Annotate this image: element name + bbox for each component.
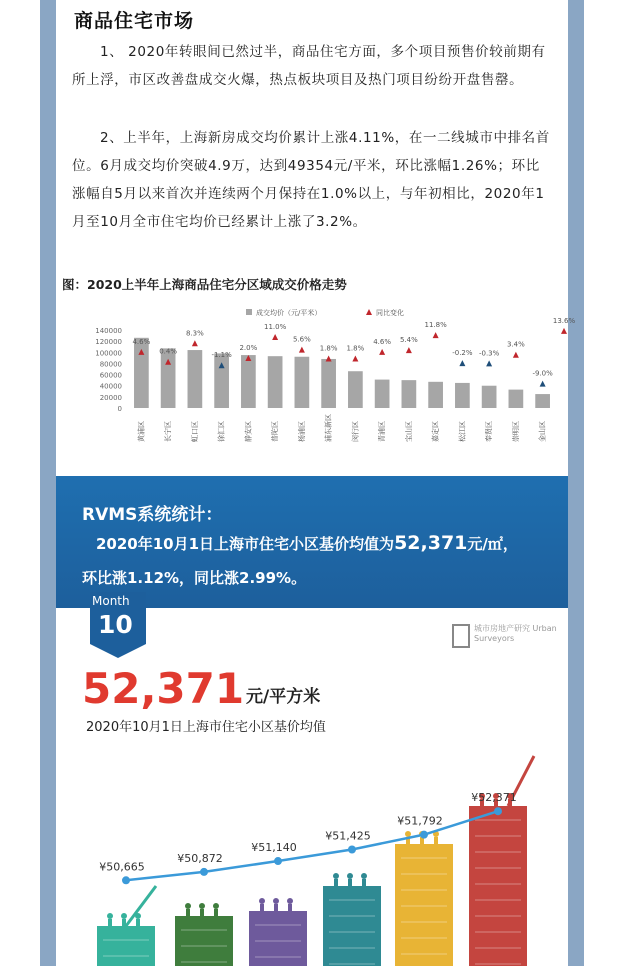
worker-icon bbox=[362, 879, 366, 886]
change-marker bbox=[326, 355, 332, 361]
change-marker bbox=[433, 332, 439, 338]
bar-长宁区 bbox=[161, 348, 176, 408]
change-marker bbox=[406, 347, 412, 353]
category-label: 普陀区 bbox=[271, 421, 280, 442]
worker-icon bbox=[185, 903, 191, 909]
change-label: 4.6% bbox=[373, 337, 392, 346]
worker-icon bbox=[334, 879, 338, 886]
change-label: -1.1% bbox=[211, 351, 232, 360]
building-2 bbox=[175, 916, 233, 966]
left-border-strip bbox=[40, 0, 56, 966]
worker-icon bbox=[121, 913, 127, 919]
change-label: 13.6% bbox=[552, 316, 576, 325]
bar-崇明区 bbox=[509, 390, 524, 408]
month-badge-tip bbox=[90, 644, 146, 658]
change-marker bbox=[540, 381, 546, 387]
worker-icon bbox=[287, 898, 293, 904]
category-label: 虹口区 bbox=[190, 421, 199, 442]
rvms-line1-value: 52,371 bbox=[394, 532, 468, 554]
worker-icon bbox=[274, 904, 278, 911]
y-tick-label: 80000 bbox=[99, 360, 122, 369]
category-label: 闵行区 bbox=[351, 421, 360, 442]
article-content bbox=[56, 0, 576, 966]
logo-text: 城市房地产研究 Urban Surveyors bbox=[474, 624, 557, 643]
y-tick-label: 60000 bbox=[99, 371, 122, 380]
legend-label-change: 同比变化 bbox=[376, 309, 404, 317]
change-marker bbox=[379, 349, 385, 355]
building-1 bbox=[97, 926, 155, 966]
change-label: 11.8% bbox=[424, 321, 447, 330]
bar-黄浦区 bbox=[134, 338, 149, 408]
growth-value-label: ¥50,872 bbox=[177, 851, 223, 865]
growth-value-label: ¥51,425 bbox=[325, 829, 371, 843]
category-label: 青浦区 bbox=[378, 421, 387, 442]
bar-宝山区 bbox=[402, 380, 417, 408]
change-marker bbox=[192, 340, 198, 346]
change-label: 11.0% bbox=[264, 323, 287, 331]
y-tick-label: 40000 bbox=[99, 382, 122, 391]
category-label: 崇明区 bbox=[511, 421, 520, 442]
y-tick-label: 0 bbox=[117, 405, 122, 413]
change-marker bbox=[299, 347, 305, 353]
worker-icon bbox=[214, 909, 218, 916]
category-label: 嘉定区 bbox=[431, 421, 440, 442]
bar-普陀区 bbox=[268, 356, 283, 408]
rvms-line1-prefix: 2020年10月1日上海市住宅小区基价均值为 bbox=[96, 535, 395, 553]
growth-value-label: ¥51,792 bbox=[397, 814, 443, 828]
bar-浦东新区 bbox=[321, 359, 336, 408]
growth-value-label: ¥51,140 bbox=[251, 841, 297, 855]
worker-icon bbox=[348, 879, 352, 886]
big-price: 52,371 bbox=[82, 664, 245, 713]
paragraph-2: 2、上半年，上海新房成交均价累计上涨4.11%，在一二线城市中排名首位。6月成交均价突破4.9万，达到49354元/平米，环比涨幅1.26%；环比涨幅自5月以来首次并连续两个月保持在1.0%以上，与年初相比，2020年1月至10月全市住宅均价已经累计上涨了3.2%。 bbox=[72, 130, 550, 230]
category-label: 奉贤区 bbox=[485, 421, 494, 442]
category-label: 浦东新区 bbox=[324, 414, 333, 442]
growth-point bbox=[200, 868, 208, 876]
change-label: 3.4% bbox=[506, 340, 525, 349]
rvms-line1-suffix: 元/㎡， bbox=[467, 535, 518, 553]
paragraph-1: 1、 2020年转眼间已然过半，商品住宅方面，多个项目预售价较前期有所上浮，市区改善盘成交火爆，热点板块项目及热门项目纷纷开盘售罄。 bbox=[72, 44, 546, 88]
chart-legend bbox=[246, 308, 404, 317]
worker-icon bbox=[186, 909, 190, 916]
bar-徐汇区 bbox=[214, 353, 229, 408]
change-marker bbox=[513, 352, 519, 358]
growth-value-label: ¥50,665 bbox=[99, 860, 145, 874]
logo-icon bbox=[452, 624, 470, 648]
change-label: 2.0% bbox=[239, 344, 258, 352]
change-marker bbox=[486, 360, 492, 366]
growth-point bbox=[494, 807, 502, 815]
growth-value-label: ¥52,371 bbox=[471, 791, 517, 805]
worker-icon bbox=[273, 898, 279, 904]
worker-icon bbox=[288, 904, 292, 911]
bar-杨浦区 bbox=[295, 357, 310, 408]
change-label: -0.3% bbox=[478, 349, 500, 358]
bar-金山区 bbox=[535, 394, 550, 408]
month-badge bbox=[90, 592, 146, 644]
category-label: 黄浦区 bbox=[137, 421, 146, 442]
district-price-chart bbox=[56, 300, 576, 470]
legend-swatch-bar bbox=[246, 309, 252, 315]
change-label: 1.8% bbox=[319, 344, 338, 353]
section-title: 商品住宅市场 bbox=[74, 10, 195, 32]
worker-icon bbox=[260, 904, 264, 911]
category-label: 宝山区 bbox=[404, 421, 413, 442]
growth-chart bbox=[56, 716, 568, 966]
category-label: 杨浦区 bbox=[297, 421, 306, 442]
building-4 bbox=[323, 886, 381, 966]
growth-caption: 2020年10月1日上海市住宅小区基价均值 bbox=[86, 720, 326, 735]
crane-icon bbox=[126, 886, 156, 926]
month-number: 10 bbox=[98, 610, 133, 639]
category-label: 长宁区 bbox=[164, 421, 173, 442]
change-label: 1.8% bbox=[346, 344, 365, 353]
growth-point bbox=[420, 831, 428, 839]
bar-嘉定区 bbox=[428, 382, 443, 408]
month-word: Month bbox=[92, 594, 130, 608]
worker-icon bbox=[361, 873, 367, 879]
building-6 bbox=[469, 806, 527, 966]
category-label: 静安区 bbox=[244, 421, 253, 442]
worker-icon bbox=[107, 913, 113, 919]
category-label: 松江区 bbox=[458, 421, 467, 442]
y-tick-label: 100000 bbox=[95, 349, 122, 358]
worker-icon bbox=[405, 831, 411, 837]
category-label: 金山区 bbox=[538, 421, 547, 442]
growth-point bbox=[122, 876, 130, 884]
worker-icon bbox=[200, 909, 204, 916]
rvms-line2: 环比涨1.12%，同比涨2.99%。 bbox=[82, 569, 307, 587]
bar-青浦区 bbox=[375, 380, 390, 408]
change-marker bbox=[352, 355, 358, 361]
worker-icon bbox=[199, 903, 205, 909]
legend-swatch-change bbox=[366, 309, 372, 315]
worker-icon bbox=[434, 837, 438, 844]
bar-静安区 bbox=[241, 355, 256, 408]
change-marker bbox=[272, 334, 278, 340]
rvms-banner bbox=[56, 476, 568, 608]
growth-point bbox=[348, 846, 356, 854]
change-label: 4.6% bbox=[132, 337, 151, 346]
worker-icon bbox=[333, 873, 339, 879]
growth-point bbox=[274, 857, 282, 865]
bar-奉贤区 bbox=[482, 386, 497, 408]
bar-松江区 bbox=[455, 383, 470, 408]
rvms-panel bbox=[56, 476, 568, 966]
change-label: 0.4% bbox=[159, 347, 178, 356]
chart-title: 图：2020上半年上海商品住宅分区域成交价格走势 bbox=[62, 277, 347, 292]
change-marker bbox=[561, 328, 567, 334]
change-marker bbox=[459, 360, 465, 366]
change-label: 5.6% bbox=[292, 335, 311, 344]
right-border-strip bbox=[568, 0, 584, 966]
big-price-unit: 元/平方米 bbox=[246, 687, 321, 707]
y-tick-label: 20000 bbox=[99, 393, 122, 402]
worker-icon bbox=[136, 919, 140, 926]
rvms-line1 bbox=[96, 532, 518, 554]
change-label: 8.3% bbox=[185, 329, 204, 338]
bar-闵行区 bbox=[348, 371, 363, 408]
y-tick-label: 120000 bbox=[95, 338, 122, 347]
category-label: 徐汇区 bbox=[217, 421, 226, 442]
y-tick-label: 140000 bbox=[95, 327, 122, 335]
worker-icon bbox=[108, 919, 112, 926]
bar-虹口区 bbox=[188, 350, 203, 408]
change-label: 5.4% bbox=[399, 336, 418, 345]
worker-icon bbox=[213, 903, 219, 909]
worker-icon bbox=[259, 898, 265, 904]
rvms-title: RVMS系统统计： bbox=[82, 505, 223, 525]
worker-icon bbox=[347, 873, 353, 879]
change-label: -9.0% bbox=[532, 369, 553, 378]
legend-label-price: 成交均价（元/平米） bbox=[256, 309, 322, 317]
change-label: -0.2% bbox=[452, 349, 473, 358]
